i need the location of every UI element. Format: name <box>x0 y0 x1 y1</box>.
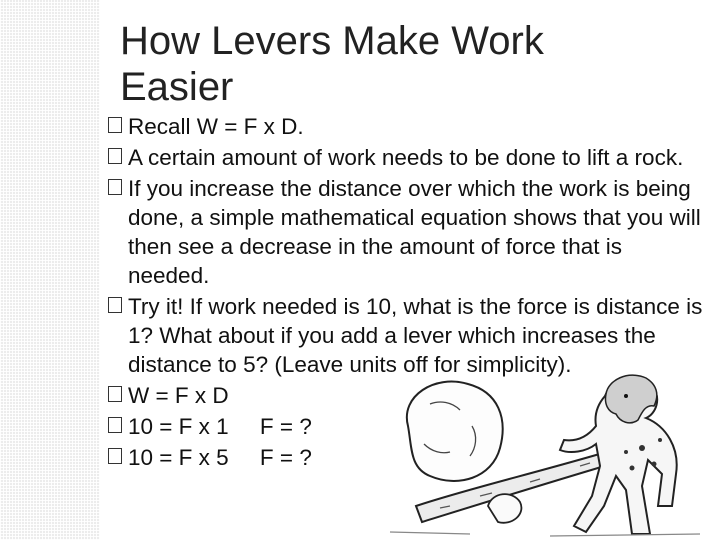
slide-title: How Levers Make Work Easier <box>120 19 544 109</box>
bullet-text: W = F x D <box>128 383 229 408</box>
bullet-box-icon <box>108 179 122 195</box>
bullet-text: If you increase the distance over which the work is being done, a simple mathematical equation shows that you will then see a decrease in the amount of force that is needed. <box>128 176 701 288</box>
bullet-item <box>108 174 708 290</box>
bullet-item <box>108 112 708 141</box>
bullet-text: 10 = F x 5 F = ? <box>128 445 312 470</box>
bullet-text: Recall W = F x D. <box>128 114 304 139</box>
caveman-lever-icon <box>380 356 710 540</box>
side-pattern-decoration <box>0 0 100 540</box>
bullet-box-icon <box>108 148 122 164</box>
bullet-box-icon <box>108 386 122 402</box>
caveman-lever-rock-illustration <box>380 356 710 540</box>
bullet-box-icon <box>108 417 122 433</box>
bullet-item <box>108 143 708 172</box>
bullet-text: A certain amount of work needs to be done to lift a rock. <box>128 145 684 170</box>
bullet-text: Try it! If work needed is 10, what is the force is distance is 1? What about if you add a lever which increases the distance to 5? (Leave units off for simplicity). <box>128 294 703 377</box>
bullet-text: 10 = F x 1 F = ? <box>128 414 312 439</box>
bullet-box-icon <box>108 448 122 464</box>
bullet-box-icon <box>108 117 122 133</box>
bullet-box-icon <box>108 297 122 313</box>
